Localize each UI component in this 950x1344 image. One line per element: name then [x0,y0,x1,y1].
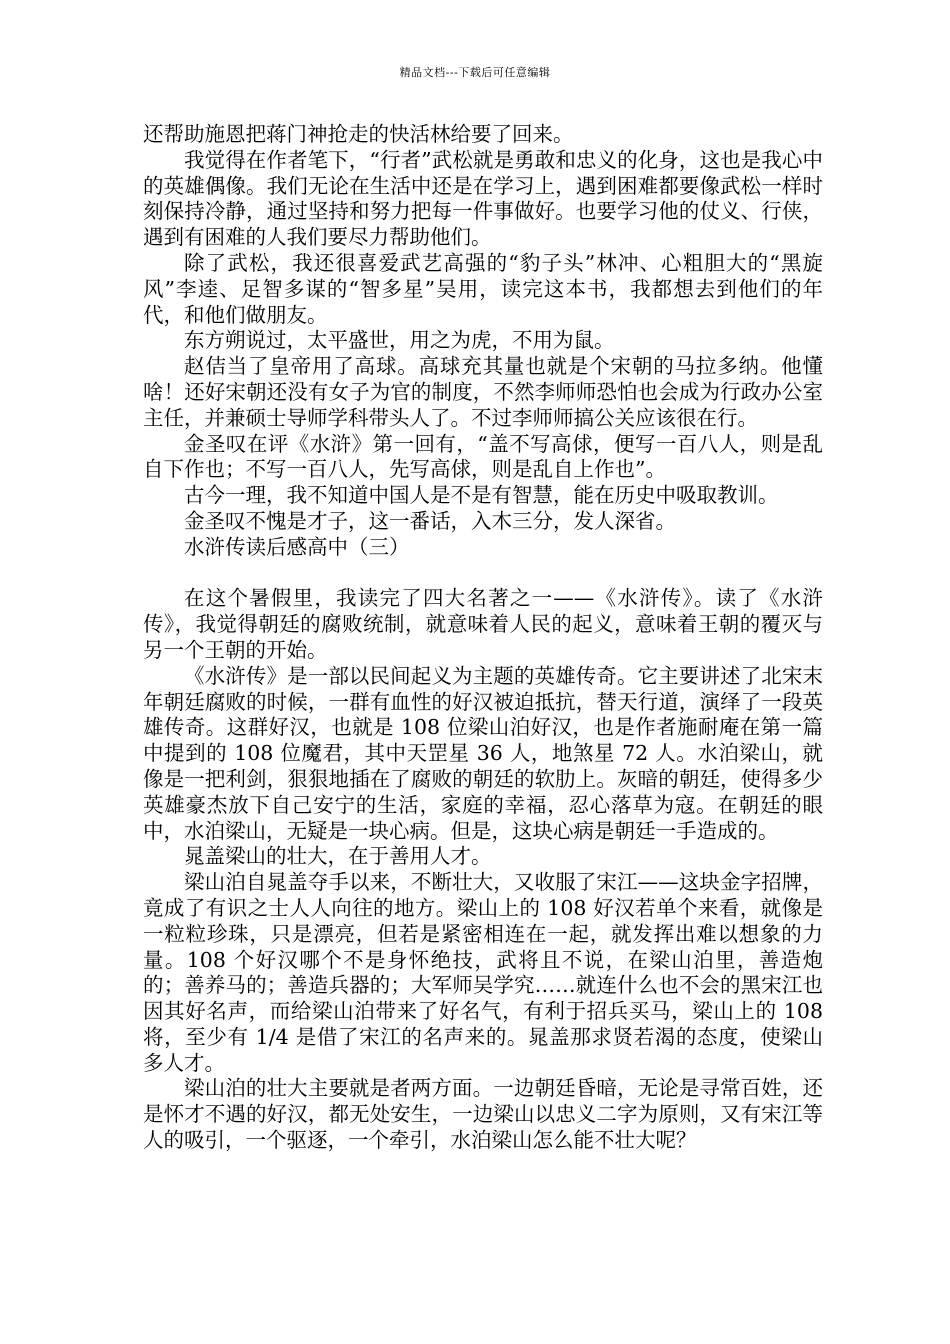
section-title: 水浒传读后感高中（三） [184,534,410,559]
paragraph: 除了武松，我还很喜爱武艺高强的“豹子头”林冲、心粗胆大的“黑旋风”李逵、足智多谋的“智多星”吴用，读完这本书，我都想去到他们的年代，和他们做朋友。 [143,250,823,327]
paragraph: 赵佶当了皇帝用了高球。高球充其量也就是个宋朝的马拉多纳。他懂啥！还好宋朝还没有女子为官的制度，不然李师师恐怕也会成为行政办公室主任，并兼硕士导师学科带头人了。不过李师师搞公关应该很在行。 [143,354,823,430]
paragraph: 在这个暑假里，我读完了四大名著之一——《水浒传》。读了《水浒传》，我觉得朝廷的腐败统制，就意味着人民的起义，意味着王朝的覆灭与另一个王朝的开始。 [143,586,823,662]
blank-line [143,561,823,587]
paragraph: 梁山泊的壮大主要就是者两方面。一边朝廷昏暗，无论是寻常百姓，还是怀才不遇的好汉，都无处安生，一边梁山以忠义二字为原则，又有宋江等人的吸引，一个驱逐，一个牵引，水泊梁山怎么能不壮大呢？ [143,1076,823,1153]
paragraph: 晁盖梁山的壮大，在于善用人才。 [184,844,492,869]
paragraph: 古今一理，我不知道中国人是不是有智慧，能在历史中吸取教训。 [184,483,779,508]
paragraph: 金圣叹在评《水浒》第一回有，“盖不写高俅，便写一百八人，则是乱自下作也；不写一百八人，先写高俅，则是乱自上作也”。 [143,431,823,482]
paragraph: 《水浒传》是一部以民间起义为主题的英雄传奇。它主要讲述了北宋末年朝廷腐败的时候，一群有血性的好汉被迫抵抗，替天行道，演绎了一段英雄传奇。这群好汉，也就是 108 位梁山泊好汉，也是作者施耐庵在第一篇中提到的 108 位魔君，其中天罡星 36 人，地煞星 72 人。水泊梁山，就像是一把利剑，狠狠地插在了腐败的朝廷的软肋上。灰暗的朝廷，使得多少英雄豪杰放下自己安宁的生活，家庭的幸福，忍心落草为寇。在朝廷的眼中，水泊梁山，无疑是一块心病。但是，这块心病是朝廷一手造成的。 [143,663,823,843]
paragraph: 东方朔说过，太平盛世，用之为虎，不用为鼠。 [184,328,615,353]
page-header: 精品文档---下载后可任意编辑 [399,66,551,79]
document-body [143,122,823,1154]
paragraph: 我觉得在作者笔下，“行者”武松就是勇敢和忠义的化身，这也是我心中的英雄偶像。我们无论在生活中还是在学习上，遇到困难都要像武松一样时刻保持冷静，通过坚持和努力把每一件事做好。也要学习他的仗义、行侠，遇到有困难的人我们要尽力帮助他们。 [143,147,823,250]
paragraph: 金圣叹不愧是才子，这一番话，入木三分，发人深省。 [184,508,676,533]
paragraph-continuation: 还帮助施恩把蒋门神抢走的快活林给要了回来。 [143,122,574,146]
paragraph: 梁山泊自晁盖夺手以来，不断壮大，又收服了宋江——这块金字招牌，竟成了有识之士人人向往的地方。梁山上的 108 好汉若单个来看，就像是一粒粒珍珠，只是漂亮，但若是紧密相连在一起，就发挥出难以想象的力量。108 个好汉哪个不是身怀绝技，武将且不说，在梁山泊里，善造炮的；善养马的；善造兵器的；大军师吴学究……就连什么也不会的黑宋江也因其好名声，而给梁山泊带来了好名气，有利于招兵买马，梁山上的 108 将，至少有 1/4 是借了宋江的名声来的。晁盖那求贤若渴的态度，使梁山多人才。 [143,870,823,1075]
